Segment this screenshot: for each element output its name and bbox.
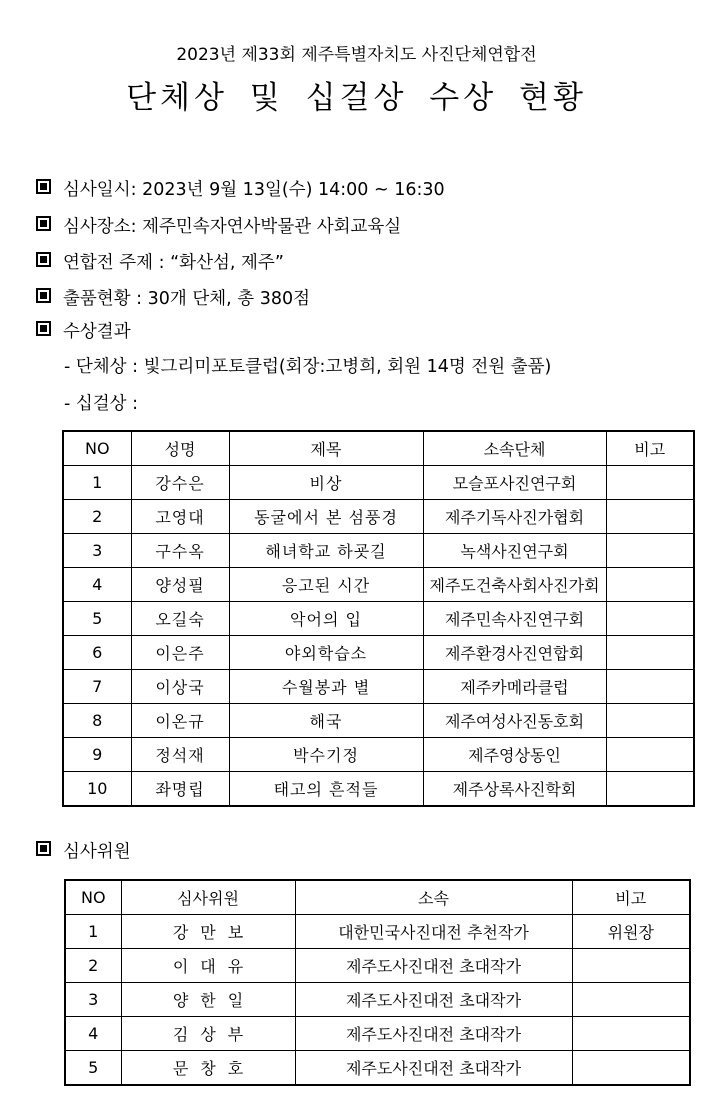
judge-cell: 3: [65, 983, 121, 1017]
award-cell: 1: [63, 466, 131, 500]
judge-cell: 대한민국사진대전 추천작가: [295, 915, 572, 949]
award-cell: 제주기독사진가협회: [423, 500, 606, 534]
info-venue-item: [36, 213, 401, 238]
info-date: 심사일시: 2023년 9월 13일(수) 14:00 ~ 16:30: [63, 180, 445, 200]
award-cell: [606, 602, 694, 636]
award-cell: 해국: [229, 704, 423, 738]
judge-cell: [572, 1051, 690, 1086]
table-row: [65, 983, 690, 1017]
judge-cell: 이대유: [121, 949, 295, 983]
filled-square-bullet-icon: [36, 216, 51, 231]
award-cell: 악어의 입: [229, 602, 423, 636]
filled-square-bullet-icon: [36, 252, 51, 267]
judge-header-row: [65, 880, 690, 915]
award-cell: 해녀학교 하굣길: [229, 534, 423, 568]
filled-square-bullet-icon: [36, 321, 51, 336]
judge-cell: 제주도사진대전 초대작가: [295, 1017, 572, 1051]
info-results-item: [36, 318, 131, 343]
award-cell: 제주상록사진학회: [423, 772, 606, 807]
info-entries: 출품현황 : 30개 단체, 총 380점: [63, 289, 311, 309]
award-cell: 제주여성사진동호회: [423, 704, 606, 738]
award-cell: 정석재: [131, 738, 229, 772]
award-table-body: [63, 431, 694, 806]
info-venue: 심사장소: 제주민속자연사박물관 사회교육실: [63, 217, 402, 237]
table-row: [63, 500, 694, 534]
award-cell: 3: [63, 534, 131, 568]
award-cell: 수월봉과 별: [229, 670, 423, 704]
filled-square-bullet-icon: [36, 179, 51, 194]
info-date-item: [36, 176, 445, 201]
table-row: [63, 568, 694, 602]
award-cell: 4: [63, 568, 131, 602]
ten-award-line: - 십걸상 :: [64, 394, 139, 414]
judge-cell: [572, 983, 690, 1017]
table-row: [63, 534, 694, 568]
judge-cell: [572, 949, 690, 983]
award-cell: 동굴에서 본 섬풍경: [229, 500, 423, 534]
award-cell: 제주도건축사회사진가회: [423, 568, 606, 602]
award-cell: 6: [63, 636, 131, 670]
award-header-row: [63, 431, 694, 466]
judge-cell: 김상부: [121, 1017, 295, 1051]
table-row: [63, 738, 694, 772]
award-cell: [606, 500, 694, 534]
filled-square-bullet-icon: [36, 288, 51, 303]
award-cell: 8: [63, 704, 131, 738]
table-row: [65, 1051, 690, 1086]
info-entries-item: [36, 285, 310, 310]
award-cell: [606, 636, 694, 670]
table-row: [63, 704, 694, 738]
award-cell: 태고의 흔적들: [229, 772, 423, 807]
award-cell: 좌명립: [131, 772, 229, 807]
judge-cell: 5: [65, 1051, 121, 1086]
judge-cell: 강만보: [121, 915, 295, 949]
judge-cell: 제주도사진대전 초대작가: [295, 949, 572, 983]
award-cell: 야외학습소: [229, 636, 423, 670]
award-cell: 비상: [229, 466, 423, 500]
award-cell: [606, 534, 694, 568]
judge-header-cell: 심사위원: [121, 880, 295, 915]
award-cell: 이상국: [131, 670, 229, 704]
award-cell: 이은주: [131, 636, 229, 670]
judge-header-cell: NO: [65, 880, 121, 915]
judge-cell: 양한일: [121, 983, 295, 1017]
award-cell: 강수은: [131, 466, 229, 500]
award-header-cell: 비고: [606, 431, 694, 466]
award-header-cell: NO: [63, 431, 131, 466]
judges-section-title: 심사위원: [63, 842, 131, 862]
table-row: [65, 1017, 690, 1051]
table-row: [65, 915, 690, 949]
award-cell: 10: [63, 772, 131, 807]
award-cell: [606, 670, 694, 704]
award-cell: 구수옥: [131, 534, 229, 568]
award-cell: 모슬포사진연구회: [423, 466, 606, 500]
award-cell: 양성필: [131, 568, 229, 602]
award-cell: 박수기정: [229, 738, 423, 772]
judges-section: [36, 838, 131, 863]
award-cell: 2: [63, 500, 131, 534]
award-cell: 7: [63, 670, 131, 704]
award-cell: [606, 772, 694, 807]
table-row: [63, 466, 694, 500]
award-header-cell: 성명: [131, 431, 229, 466]
judge-cell: 제주도사진대전 초대작가: [295, 983, 572, 1017]
award-table: [62, 430, 695, 807]
award-cell: [606, 738, 694, 772]
info-results: 수상결과: [63, 322, 131, 342]
award-cell: 9: [63, 738, 131, 772]
award-cell: 제주영상동인: [423, 738, 606, 772]
judge-cell: 제주도사진대전 초대작가: [295, 1051, 572, 1086]
award-cell: [606, 568, 694, 602]
table-row: [63, 636, 694, 670]
judge-header-cell: 소속: [295, 880, 572, 915]
judge-cell: [572, 1017, 690, 1051]
award-cell: [606, 704, 694, 738]
award-header-cell: 소속단체: [423, 431, 606, 466]
award-cell: 오길숙: [131, 602, 229, 636]
award-cell: 응고된 시간: [229, 568, 423, 602]
info-theme-item: [36, 249, 284, 274]
judge-table: [64, 879, 691, 1086]
award-cell: 제주카메라클럽: [423, 670, 606, 704]
award-cell: 고영대: [131, 500, 229, 534]
judge-cell: 2: [65, 949, 121, 983]
group-award-line: - 단체상 : 빛그리미포토클럽(회장:고병희, 회원 14명 전원 출품): [64, 357, 552, 377]
award-header-cell: 제목: [229, 431, 423, 466]
judge-cell: 4: [65, 1017, 121, 1051]
award-cell: 녹색사진연구회: [423, 534, 606, 568]
table-row: [63, 670, 694, 704]
award-cell: 5: [63, 602, 131, 636]
judge-header-cell: 비고: [572, 880, 690, 915]
filled-square-bullet-icon: [36, 841, 51, 856]
table-row: [63, 772, 694, 807]
award-cell: [606, 466, 694, 500]
table-row: [63, 602, 694, 636]
award-cell: 제주환경사진연합회: [423, 636, 606, 670]
award-cell: 제주민속사진연구회: [423, 602, 606, 636]
award-cell: 이온규: [131, 704, 229, 738]
table-row: [65, 949, 690, 983]
document-subtitle: 2023년 제33회 제주특별자치도 사진단체연합전: [176, 45, 537, 65]
judge-cell: 문창호: [121, 1051, 295, 1086]
info-theme: 연합전 주제 : “화산섬, 제주”: [63, 253, 284, 273]
judge-cell: 위원장: [572, 915, 690, 949]
judge-table-body: [65, 880, 690, 1085]
judge-cell: 1: [65, 915, 121, 949]
document-title: 단체상 및 십걸상 수상 현황: [126, 80, 587, 116]
